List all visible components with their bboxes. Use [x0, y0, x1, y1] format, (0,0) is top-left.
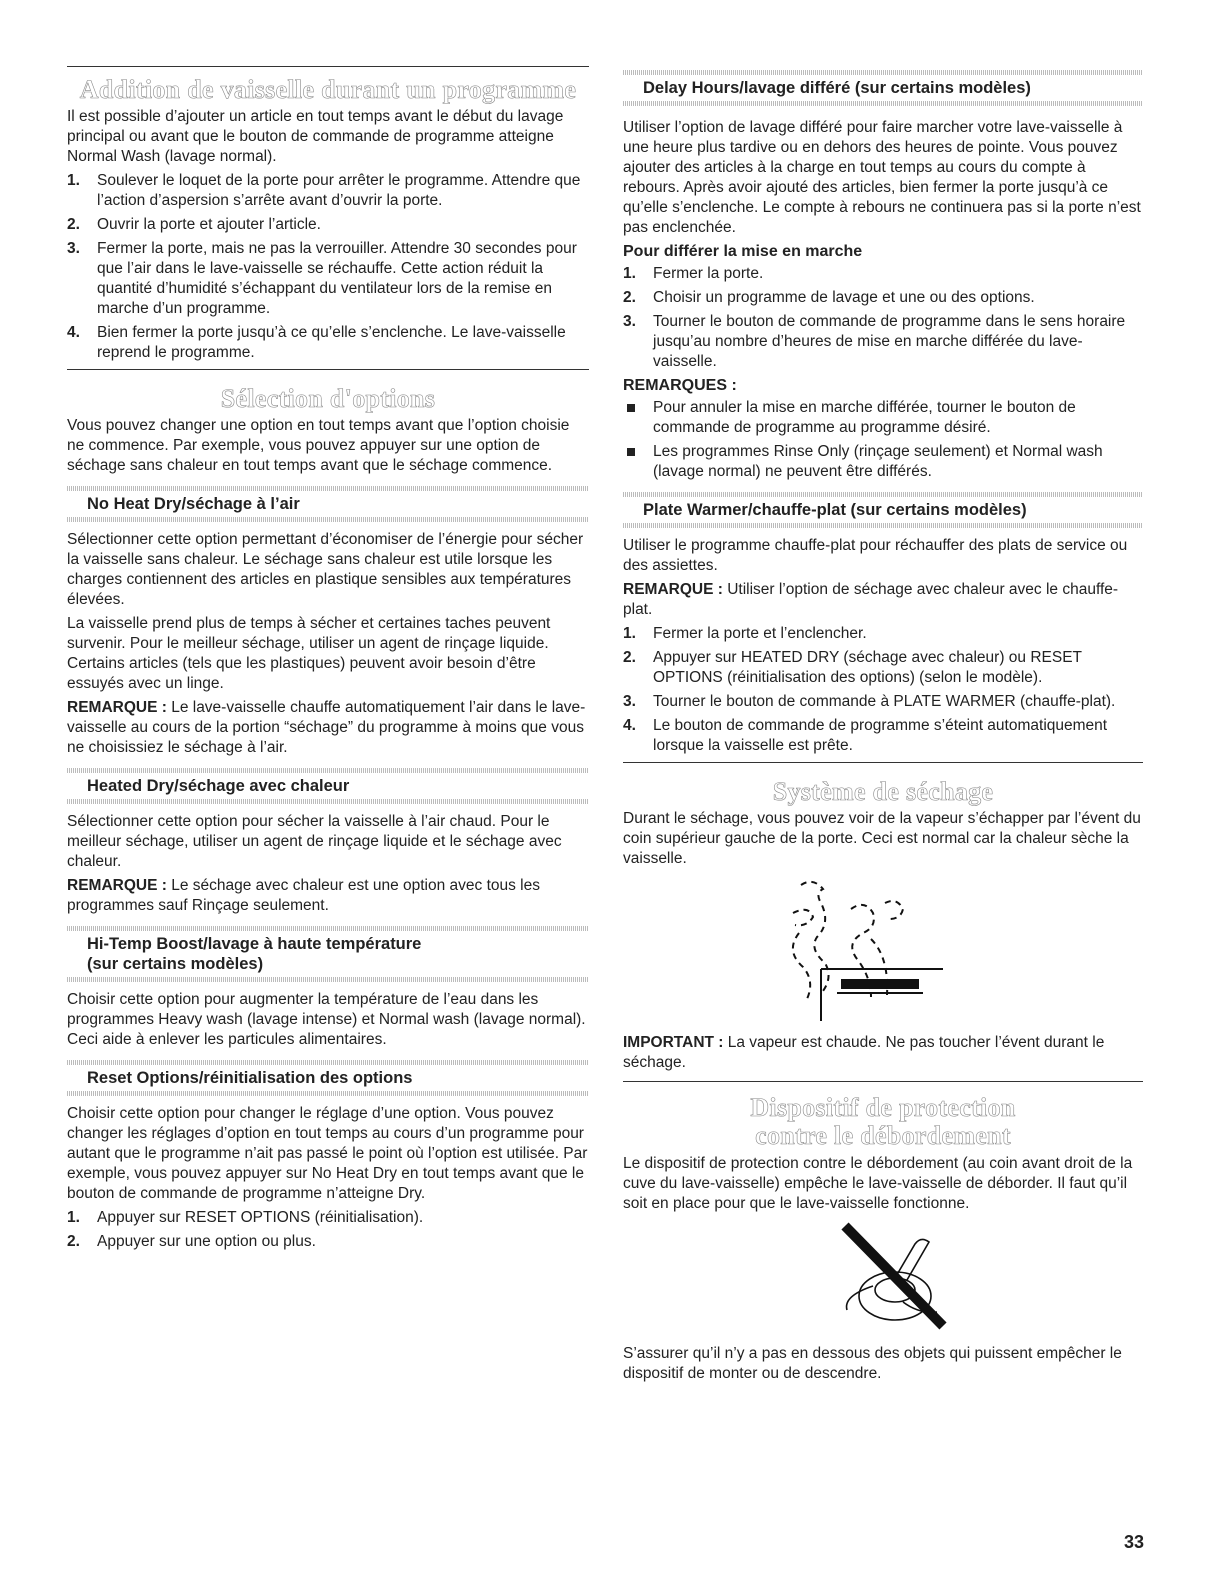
- section-rule: [67, 369, 589, 370]
- list-item: 3. Tourner le bouton de commande de programme dans le sens horaire jusqu’au nombre d’heures de mise en marche différée du lave-vaisselle.: [623, 313, 1126, 370]
- addition-intro: Il est possible d’ajouter un article en tout temps avant le début du lavage principal ou avant que le bouton de commande de programme atteigne Normal Wash (lavage normal).: [67, 108, 564, 165]
- plate-remark: REMARQUE : Utiliser l’option de séchage avec chaleur avec le chauffe-plat.: [623, 581, 1119, 618]
- steam-vent-icon: [623, 873, 1143, 1033]
- delay-remarks: [623, 398, 1143, 482]
- drying-p1: Durant le séchage, vous pouvez voir de la vapeur s’échapper par l’évent du coin supérieur gauche de la porte. Ceci est normal car la chaleur sèche la vaisselle.: [623, 810, 1141, 867]
- heated-remark: REMARQUE : Le séchage avec chaleur est une option avec tous les programmes sauf Rinçage seulement.: [67, 877, 540, 914]
- subsection-band: [67, 977, 589, 982]
- list-item: 1. Fermer la porte et l’enclencher.: [623, 625, 867, 642]
- subsection-title-no-heat: No Heat Dry/séchage à l’air: [87, 495, 300, 513]
- delay-remarks-label: REMARQUES :: [623, 377, 737, 394]
- plate-steps: [623, 624, 1143, 756]
- subsection-band: [623, 523, 1143, 528]
- list-item: 2. Appuyer sur une option ou plus.: [67, 1233, 316, 1250]
- section-title-options: Sélection d'options: [220, 384, 436, 413]
- heated-p1: Sélectionner cette option pour sécher la vaisselle à l’air chaud. Pour le meilleur séchage, utiliser un agent de rinçage liquide et le séchage avec chaleur.: [67, 813, 562, 870]
- drying-important: IMPORTANT : La vapeur est chaude. Ne pas toucher l’évent durant le séchage.: [623, 1034, 1105, 1071]
- subsection-band: [67, 1091, 589, 1096]
- no-heat-remark: REMARQUE : Le lave-vaisselle chauffe automatiquement l’air dans le lave-vaisselle au cours de la portion “séchage” du programme à moins que vous ne choisissiez le séchage à l’air.: [67, 699, 586, 756]
- list-item: 3. Fermer la porte, mais ne pas la verrouiller. Attendre 30 secondes pour que l’air dans le lave-vaisselle se réchauffe. Cette action réduit la quantité d’humidité s’échappant du ventilateur lors de la remise en marche d’un programme.: [67, 240, 577, 317]
- addition-steps: [67, 171, 589, 363]
- list-item: 3. Tourner le bouton de commande à PLATE WARMER (chauffe-plat).: [623, 693, 1116, 710]
- overflow-p1: Le dispositif de protection contre le débordement (au coin avant droit de la cuve du lave-vaisselle) empêche le lave-vaisselle de déborder. Il faut qu’il soit en place pour que le lave-vaisselle fonctionne.: [623, 1155, 1133, 1212]
- overflow-p2: S’assurer qu’il n’y a pas en dessous des objets qui puissent empêcher le dispositif de monter ou de descendre.: [623, 1345, 1122, 1382]
- subsection-band: [67, 517, 589, 522]
- list-item: 1. Appuyer sur RESET OPTIONS (réinitialisation).: [67, 1209, 424, 1226]
- delay-steps: [623, 264, 1143, 372]
- section-rule: [623, 762, 1143, 763]
- list-item: 2. Ouvrir la porte et ajouter l’article.: [67, 216, 321, 233]
- list-item: 2. Choisir un programme de lavage et une ou des options.: [623, 289, 1035, 306]
- no-heat-p2: La vaisselle prend plus de temps à sécher et certaines taches peuvent survenir. Pour le meilleur séchage, utiliser un agent de rinçage liquide. Certains articles (tels que les plastiques) peuvent avoir besoin d’être essuyés avec un linge.: [67, 615, 551, 692]
- section-title-drying: Système de séchage: [772, 777, 994, 806]
- no-heat-p1: Sélectionner cette option permettant d’économiser de l’énergie pour sécher la vaisselle sans chaleur. Le séchage sans chaleur est utile lorsque les charges contiennent des articles en plastique sensibles aux températures élevées.: [67, 531, 584, 608]
- list-item: 4. Bien fermer la porte jusqu’à ce qu’elle s’enclenche. Le lave-vaisselle reprend le programme.: [67, 324, 566, 361]
- section-rule: [67, 66, 589, 67]
- subsection-title-delay: Delay Hours/lavage différé (sur certains modèles): [643, 79, 1031, 97]
- options-intro: Vous pouvez changer une option en tout temps avant que l’option choisie ne commence. Par exemple, vous pouvez appuyer sur une option de séchage sans chaleur en tout temps avant que le séchage commence.: [67, 417, 570, 474]
- list-item: 4. Le bouton de commande de programme s’éteint automatiquement lorsque la vaisselle est prête.: [623, 717, 1108, 754]
- delay-p1: Utiliser l’option de lavage différé pour faire marcher votre lave-vaisselle à une heure plus tardive ou en dehors des heures de pointe. Vous pouvez ajouter des articles à la charge en tout temps au cours du compte à rebours. Après avoir ajouté des articles, bien fermer la porte jusqu’à ce qu’elle s’enclenche. Le compte à rebours ne continuera pas si la porte n’est pas enclenchée.: [623, 119, 1141, 236]
- no-objects-under-float-icon: [623, 1218, 1143, 1336]
- list-item: 2. Appuyer sur HEATED DRY (séchage avec chaleur) ou RESET OPTIONS (réinitialisation des options) (selon le modèle).: [623, 649, 1082, 686]
- section-title-addition: Addition de vaisselle durant un programme: [79, 75, 577, 104]
- list-item: Les programmes Rinse Only (rinçage seulement) et Normal wash (lavage normal) ne peuvent être différés.: [623, 442, 1143, 482]
- list-item: 1. Soulever le loquet de la porte pour arrêter le programme. Attendre que l’action d’aspersion s’arrête avant d’ouvrir la porte.: [67, 172, 581, 209]
- page-number: 33: [1123, 1532, 1144, 1552]
- subsection-title-heated: Heated Dry/séchage avec chaleur: [87, 777, 350, 795]
- section-title-overflow: Dispositif de protection contre le débordement: [750, 1093, 1016, 1150]
- subsection-title-reset: Reset Options/réinitialisation des options: [87, 1069, 413, 1087]
- hitemp-p1: Choisir cette option pour augmenter la température de l’eau dans les programmes Heavy wash (lavage intense) et Normal wash (lavage normal). Ceci aide à enlever les particules alimentaires.: [67, 991, 586, 1048]
- bullet-icon: [627, 448, 635, 456]
- subsection-band: [623, 101, 1143, 106]
- right-column: [623, 66, 1143, 1388]
- list-item: 1. Fermer la porte.: [623, 265, 764, 282]
- subsection-title-hitemp: Hi-Temp Boost/lavage à haute température (sur certains modèles): [87, 935, 422, 973]
- bullet-icon: [627, 404, 635, 412]
- reset-p1: Choisir cette option pour changer le réglage d’une option. Vous pouvez changer les réglages d’option en tout temps au cours d’un programme pour autant que le programme n’ait pas passé le point où l’option est utilisée. Par exemple, vous pouvez appuyer sur No Heat Dry en tout temps avant que le bouton de commande de programme n’atteigne Dry.: [67, 1105, 588, 1202]
- left-column: [67, 66, 589, 1256]
- list-item: Pour annuler la mise en marche différée, tourner le bouton de commande de programme au programme désiré.: [623, 398, 1143, 438]
- section-rule: [623, 1081, 1143, 1082]
- plate-p1: Utiliser le programme chauffe-plat pour réchauffer des plats de service ou des assiettes.: [623, 537, 1128, 574]
- overflow-protector-illustration: [623, 1218, 1143, 1336]
- steam-vent-illustration: [623, 873, 1143, 1033]
- delay-sub-heading: Pour différer la mise en marche: [623, 243, 863, 260]
- subsection-band: [67, 799, 589, 804]
- subsection-title-plate: Plate Warmer/chauffe-plat (sur certains modèles): [643, 501, 1027, 519]
- reset-steps: [67, 1208, 589, 1252]
